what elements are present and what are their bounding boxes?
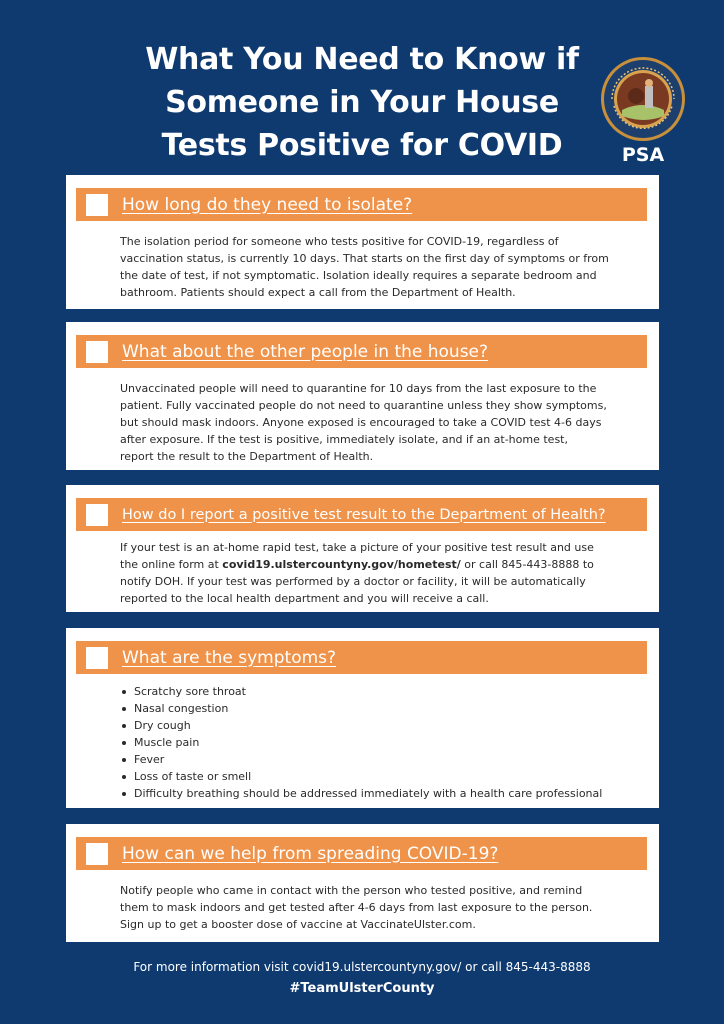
title-line-1: What You Need to Know if [145,42,579,77]
section-title: What about the other people in the house? [122,341,489,362]
text-line: patient. Fully vaccinated people do not need to quarantine unless they show symptoms, [120,399,607,412]
list-item: Nasal congestion [120,700,650,717]
text-segment: or call 845-443-8888 to [460,558,594,571]
section-header [76,498,647,531]
title-line-3: Tests Positive for COVID [161,128,563,163]
section-isolation [66,175,659,309]
section-other-people [66,322,659,470]
psa-badge: PSA [621,144,665,166]
text-line: them to mask indoors and get tested after 4-6 days from last exposure to the person. [120,901,593,914]
footer-info: For more information visit covid19.ulstercountyny.gov/ or call 845-443-8888 [133,960,591,974]
section-text [120,380,650,465]
list-item: Scratchy sore throat [120,683,650,700]
checkbox-icon [86,843,108,865]
text-line: but should mask indoors. Anyone exposed is encouraged to take a COVID test 4-6 days [120,416,602,429]
section-text [120,233,650,301]
ulster-county-seal-icon [600,56,686,142]
text-line: Notify people who came in contact with the person who tested positive, and remind [120,884,583,897]
list-item: Dry cough [120,717,650,734]
list-item: Muscle pain [120,734,650,751]
section-symptoms [66,628,659,808]
text-line: notify DOH. If your test was performed by a doctor or facility, it will be automatically [120,575,586,588]
section-header [76,335,647,368]
footer-hashtag: #TeamUlsterCounty [289,981,435,996]
title-line-2: Someone in Your House [165,85,559,120]
section-header [76,641,647,674]
hometest-link[interactable]: covid19.ulstercountyny.gov/hometest/ [222,558,461,571]
text-line: bathroom. Patients should expect a call from the Department of Health. [120,286,516,299]
list-item: Difficulty breathing should be addressed immediately with a health care professional [120,785,650,802]
text-line: report the result to the Department of Health. [120,450,374,463]
text-line: after exposure. If the test is positive, immediately isolate, and if an at-home test, [120,433,568,446]
section-help-spreading [66,824,659,942]
checkbox-icon [86,504,108,526]
section-text [120,539,650,607]
section-report-result [66,485,659,612]
text-line: reported to the local health department and you will receive a call. [120,592,489,605]
checkbox-icon [86,194,108,216]
section-title: How do I report a positive test result to the Department of Health? [122,506,606,523]
checkbox-icon [86,647,108,669]
text-line: Sign up to get a booster dose of vaccine at VaccinateUlster.com. [120,918,476,931]
text-segment: the online form at [120,558,223,571]
text-line: The isolation period for someone who tests positive for COVID-19, regardless of [120,235,559,248]
section-title: How can we help from spreading COVID-19? [122,843,499,864]
section-text [120,882,650,933]
symptom-list [120,683,650,802]
section-header [76,837,647,870]
text-line: Unvaccinated people will need to quarantine for 10 days from the last exposure to the [120,382,597,395]
page-title [100,38,624,167]
text-line [120,556,650,573]
list-item: Loss of taste or smell [120,768,650,785]
checkbox-icon [86,341,108,363]
list-item: Fever [120,751,650,768]
section-title: How long do they need to isolate? [122,194,413,215]
text-line: vaccination status, is currently 10 days. That starts on the first day of symptoms or from [120,252,609,265]
text-line: If your test is an at-home rapid test, take a picture of your positive test result and use [120,541,594,554]
section-text [120,683,650,802]
text-line: the date of test, if not symptomatic. Isolation ideally requires a separate bedroom and [120,269,597,282]
section-title: What are the symptoms? [122,647,337,668]
section-header [76,188,647,221]
